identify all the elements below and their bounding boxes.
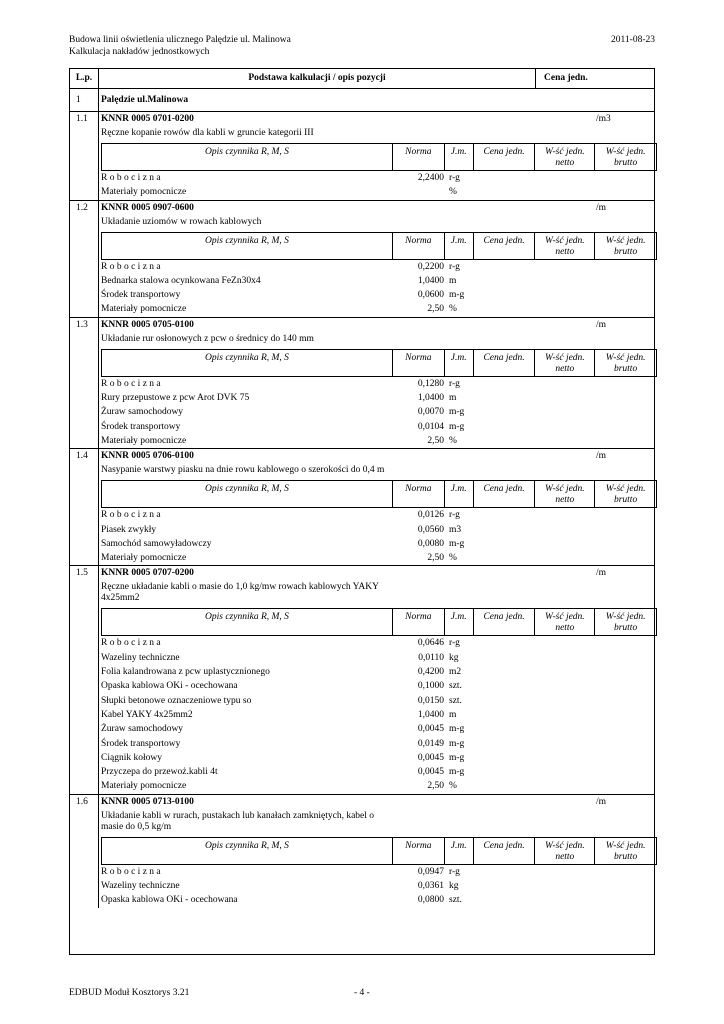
factor-norm: 0,0800 [417,895,444,906]
factor-unit: r-g [449,173,460,183]
factor-norm: 0,1000 [417,681,444,692]
factor-table-header [101,480,657,508]
hdr-jm: J.m. [445,350,474,376]
factor-row [101,274,654,288]
factor-norm [386,185,444,199]
factor-norm: 0,0045 [417,752,444,763]
col-basis: Podstawa kalkulacji / opis pozycji [99,69,536,88]
hdr-norma: Norma [393,481,445,507]
section [70,448,654,565]
factor-unit: m [449,709,457,720]
section-code: KNNR 0005 0706-0100 [101,451,194,462]
document-subtitle: Kalkulacja nakładów jednostkowych [69,47,210,57]
factor-unit: m-g [449,767,465,778]
factor-norm: 0,0110 [418,652,444,663]
factor-row [101,171,654,185]
hdr-wsc-brutto: W-ść jedn. brutto [605,840,646,862]
section-number: 1.4 [76,451,88,462]
factor-unit: m-g [449,407,465,418]
factor-table-header [101,608,657,636]
hdr-cena: Cena jedn. [474,350,536,376]
factor-row [101,185,654,199]
factor-name: Środek transportowy [101,290,181,301]
section-code: KNNR 0005 0701-0200 [101,114,194,124]
factor-row [101,865,654,879]
factor-name: Wazeliny techniczne [101,881,180,892]
factor-unit: r-g [449,510,460,521]
hdr-wsc-brutto: W-ść jedn. brutto [605,147,646,168]
table-body [70,89,654,908]
factor-row [101,765,654,779]
factor-unit: m-g [449,538,465,549]
factor-norm: 0,0080 [417,538,444,549]
factor-row [101,420,654,434]
factor-norm: 1,0400 [417,275,444,286]
factor-row [101,737,654,751]
factor-row [101,260,654,274]
section [70,794,654,908]
factor-norm: 1,0400 [417,709,444,720]
hdr-jm: J.m. [445,838,474,864]
factor-name: Materiały pomocnicze [101,304,187,315]
factor-name: Bednarka stalowa ocynkowana FeZn30x4 [101,275,261,286]
section-code: KNNR 0005 0713-0100 [101,796,194,807]
factor-name: Materiały pomocnicze [101,781,187,792]
factor-row [101,405,654,419]
factor-row [101,694,654,708]
factor-name: Piasek zwykły [101,524,157,535]
section-description: Ręczne układanie kabli o masie do 1,0 kg/mw rowach kablowych YAKY 4x25mm2 [101,582,379,604]
factor-name: Materiały pomocnicze [101,435,187,446]
section-description: Układanie kabli w rurach, pustakach lub kanałach zamkniętych, kabel o masie do 0,5 kg/m [101,810,375,832]
section-description: Nasypanie warstwy piasku na dnie rowu kablowego o szerokości do 0,4 m [101,465,385,476]
hdr-norma: Norma [393,233,445,259]
factor-name: Słupki betonowe oznaczeniowe typu so [101,695,252,706]
hdr-opis: Opis czynnika R, M, S [102,481,393,507]
factor-name: R o b o c i z n a [101,638,161,649]
factor-name: R o b o c i z n a [101,173,161,183]
factor-name: R o b o c i z n a [101,378,161,389]
factor-row [101,893,654,907]
section [70,200,654,317]
factor-norm: 2,50 [427,553,444,564]
hdr-wsc-netto: W-ść jedn. netto [535,481,595,507]
section-number: 1.3 [76,319,88,330]
hdr-jm: J.m. [445,233,474,259]
factor-row [101,537,654,551]
hdr-jm: J.m. [445,144,474,170]
factor-name: Kabel YAKY 4x25mm2 [101,709,193,720]
section-description: Układanie uziomów w rowach kablowych [101,216,262,227]
section-unit: /m [596,202,607,213]
factor-norm: 0,0045 [417,724,444,735]
hdr-opis: Opis czynnika R, M, S [102,233,393,259]
group-title: Palędzie ul.Malinowa [101,95,189,105]
factor-unit: m [449,393,457,404]
hdr-cena: Cena jedn. [474,233,536,259]
page-header [69,34,655,58]
section-unit: /m [596,319,607,330]
factor-unit: szt. [449,695,462,706]
hdr-wsc-brutto: W-ść jedn. brutto [605,352,646,374]
hdr-norma: Norma [393,609,445,635]
factor-norm: 0,2200 [417,261,444,272]
factor-name: Opaska kablowa OKi - ocechowana [101,895,238,906]
section-number: 1.2 [76,202,88,213]
factor-row [101,751,654,765]
factor-name: Środek transportowy [101,421,181,432]
section-number: 1.6 [76,796,88,807]
factor-norm: 0,0149 [417,738,444,749]
factor-norm: 0,0600 [417,290,444,301]
hdr-cena: Cena jedn. [474,144,536,170]
factor-row [101,551,654,565]
factor-unit: m [449,275,457,286]
hdr-opis: Opis czynnika R, M, S [102,609,393,635]
hdr-cena: Cena jedn. [474,609,536,635]
hdr-jm: J.m. [445,481,474,507]
hdr-cena: Cena jedn. [474,838,536,864]
factor-row [101,879,654,893]
hdr-wsc-netto: W-ść jedn. netto [535,609,595,635]
factor-norm: 2,50 [427,304,444,315]
factor-table-header [101,837,657,865]
factor-name: Środek transportowy [101,738,181,749]
group-row [70,89,654,111]
footer-app: EDBUD Moduł Kosztorys 3.21 [69,988,190,998]
factor-norm: 2,50 [427,435,444,446]
hdr-opis: Opis czynnika R, M, S [102,350,393,376]
factor-norm: 0,1280 [417,378,444,389]
factor-row [101,377,654,391]
factor-norm: 0,0646 [417,638,444,649]
factor-name: Materiały pomocnicze [101,553,187,564]
section-unit: /m [596,568,607,579]
hdr-wsc-netto: W-ść jedn. netto [535,233,595,259]
section-unit: /m [596,451,607,462]
factor-unit: % [449,553,457,564]
factor-name: Samochód samowyładowczy [101,538,212,549]
factor-unit: % [449,435,457,446]
hdr-opis: Opis czynnika R, M, S [102,144,393,170]
factor-norm: 0,0104 [417,421,444,432]
factor-name: R o b o c i z n a [101,866,161,877]
factor-unit: m-g [449,724,465,735]
factor-norm: 0,0126 [417,510,444,521]
factor-row [101,391,654,405]
hdr-norma: Norma [393,350,445,376]
section-description: Ręczne kopanie rowów dla kabli w gruncie kategorii III [101,128,314,138]
factor-unit: m-g [449,752,465,763]
section-code: KNNR 0005 0705-0100 [101,319,194,330]
document-date: 2011-08-23 [611,35,655,45]
section [70,111,654,200]
factor-row [101,651,654,665]
factor-table-header [101,349,657,377]
factor-row [101,679,654,693]
section-code: KNNR 0005 0907-0600 [101,202,194,213]
factor-unit: r-g [449,378,460,389]
calculation-table [69,68,655,955]
hdr-opis: Opis czynnika R, M, S [102,838,393,864]
page-number: - 4 - [354,988,370,998]
factor-unit: % [449,781,457,792]
factor-name: Folia kalandrowana z pcw uplastycznionego [101,667,270,678]
factor-name: Opaska kablowa OKi - ocechowana [101,681,238,692]
factor-unit: szt. [449,895,462,906]
section-number: 1.1 [76,114,88,124]
col-price: Cena jedn. [544,73,588,83]
factor-unit: m-g [449,290,465,301]
factor-norm: 0,0947 [417,866,444,877]
factor-name: R o b o c i z n a [101,510,161,521]
hdr-wsc-brutto: W-ść jedn. brutto [605,484,646,506]
factor-unit: m-g [449,421,465,432]
hdr-wsc-netto: W-ść jedn. netto [535,144,595,170]
factor-unit: r-g [449,261,460,272]
factor-norm: 0,0361 [417,881,444,892]
factor-norm: 0,0150 [417,695,444,706]
factor-row [101,665,654,679]
factor-row [101,722,654,736]
factor-unit: szt. [449,681,462,692]
factor-name: Wazeliny techniczne [101,652,180,663]
factor-row [101,636,654,650]
section-unit: /m [596,796,607,807]
factor-row [101,708,654,722]
factor-name: R o b o c i z n a [101,261,161,272]
factor-row [101,302,654,316]
factor-unit: m2 [449,667,462,678]
section [70,317,654,448]
factor-row [101,288,654,302]
section-description: Układanie rur osłonowych z pcw o średnicy do 140 mm [101,333,314,344]
factor-unit: % [449,304,457,315]
factor-row [101,523,654,537]
factor-unit: m-g [449,738,465,749]
hdr-norma: Norma [393,144,445,170]
factor-norm: 0,4200 [417,667,444,678]
factor-name: Żuraw samochodowy [101,724,184,735]
hdr-wsc-netto: W-ść jedn. netto [535,350,595,376]
table-header [70,69,654,89]
factor-row [101,779,654,793]
factor-name: Ciągnik kołowy [101,752,162,763]
factor-norm: 0,0560 [417,524,444,535]
factor-unit: kg [449,881,459,892]
section-code: KNNR 0005 0707-0200 [101,568,194,579]
factor-norm: 2,2400 [417,173,444,183]
hdr-jm: J.m. [445,609,474,635]
hdr-wsc-brutto: W-ść jedn. brutto [605,612,646,634]
factor-unit: % [449,187,457,198]
col-lp: L.p. [70,69,99,88]
section-number: 1.5 [76,568,88,579]
group-number: 1 [76,95,81,105]
factor-unit: r-g [449,866,460,877]
document-title: Budowa linii oświetlenia ulicznego Palędzie ul. Malinowa [69,35,291,45]
factor-row [101,508,654,522]
factor-norm: 0,0045 [417,767,444,778]
factor-name: Materiały pomocnicze [101,187,187,198]
factor-table-header [101,143,657,171]
hdr-cena: Cena jedn. [474,481,536,507]
factor-name: Przyczepa do przewoż.kabli 4t [101,767,218,778]
factor-table-header [101,232,657,260]
factor-unit: m3 [449,524,462,535]
section [70,565,654,793]
hdr-wsc-netto: W-ść jedn. netto [535,838,595,864]
factor-norm: 1,0400 [417,393,444,404]
factor-norm: 2,50 [427,781,444,792]
hdr-norma: Norma [393,838,445,864]
hdr-wsc-brutto: W-ść jedn. brutto [605,235,646,257]
factor-row [101,434,654,448]
factor-unit: kg [449,652,459,663]
factor-norm: 0,0070 [417,407,444,418]
factor-unit: r-g [449,638,460,649]
section-unit: /m3 [596,114,611,124]
factor-name: Żuraw samochodowy [101,407,184,418]
page-footer [69,988,655,998]
factor-name: Rury przepustowe z pcw Arot DVK 75 [101,393,250,404]
